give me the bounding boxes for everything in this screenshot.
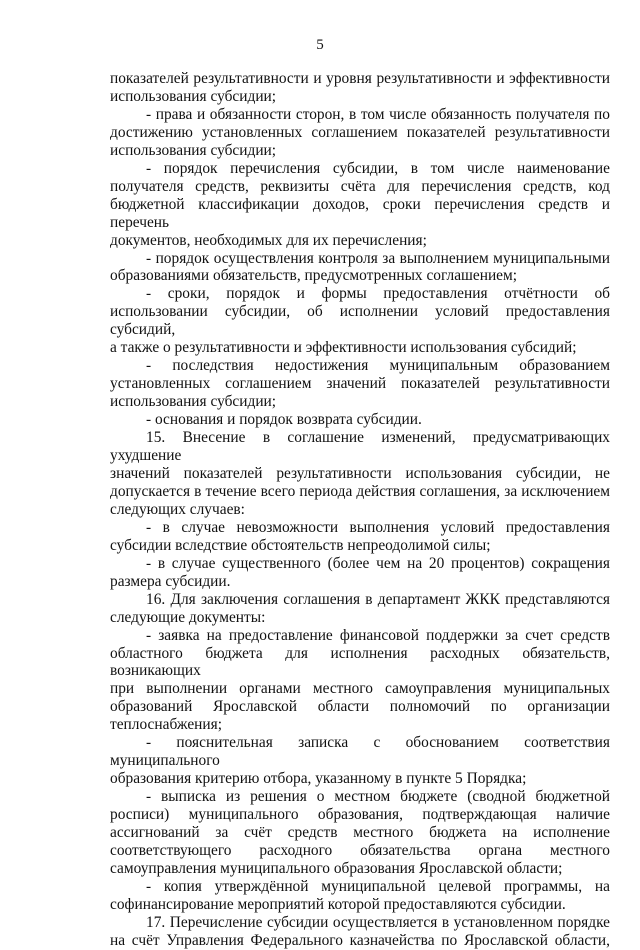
text-line: самоуправления муниципального образования Ярославской области; bbox=[110, 859, 563, 877]
text-line: образованиями обязательств, предусмотренных соглашением; bbox=[110, 267, 518, 285]
text-line: софинансирование мероприятий которой предоставляются субсидии. bbox=[110, 895, 566, 913]
text-line: - порядок перечисления субсидии, в том числе наименование bbox=[146, 159, 610, 177]
text-line: получателя средств, реквизиты счёта для перечисления средств, код bbox=[110, 177, 610, 195]
text-line: субсидии вследствие обстоятельств непреодолимой силы; bbox=[110, 536, 491, 554]
text-line: бюджетной классификации доходов, сроки перечисления средств и перечень bbox=[110, 195, 610, 231]
text-line: достижению установленных соглашением показателей результативности bbox=[110, 123, 610, 141]
text-line: - пояснительная записка с обоснованием соответствия муниципального bbox=[110, 734, 610, 770]
text-line: - основания и порядок возврата субсидии. bbox=[146, 411, 422, 429]
text-line: ассигнований за счёт средств местного бюджета на исполнение bbox=[110, 824, 610, 842]
text-line: 17. Перечисление субсидии осуществляется в установленном порядке bbox=[146, 913, 610, 931]
text-line: 15. Внесение в соглашение изменений, предусматривающих ухудшение bbox=[110, 429, 610, 465]
text-line: значений показателей результативности использования субсидии, не bbox=[110, 464, 610, 482]
text-line: 16. Для заключения соглашения в департамент ЖКК представляются bbox=[146, 590, 610, 608]
text-line: следующие документы: bbox=[110, 608, 266, 626]
text-line: росписи) муниципального образования, подтверждающая наличие bbox=[110, 806, 610, 824]
text-line: установленных соглашением значений показателей результативности bbox=[110, 375, 610, 393]
text-line: размера субсидии. bbox=[110, 572, 231, 590]
text-line: - права и обязанности сторон, в том числе обязанность получателя по bbox=[146, 105, 610, 123]
text-line: при выполнении органами местного самоуправления муниципальных bbox=[110, 680, 610, 698]
text-line: следующих случаев: bbox=[110, 500, 245, 518]
text-line: - в случае невозможности выполнения условий предоставления bbox=[146, 518, 610, 536]
text-line: образования критерию отбора, указанному в пункте 5 Порядка; bbox=[110, 770, 527, 788]
text-line: допускается в течение всего периода действия соглашения, за исключением bbox=[110, 482, 610, 500]
text-line: - сроки, порядок и формы предоставления отчётности об bbox=[146, 285, 610, 303]
text-line: теплоснабжения; bbox=[110, 716, 222, 734]
text-line: использования субсидии; bbox=[110, 87, 277, 105]
text-line: - заявка на предоставление финансовой поддержки за счет средств bbox=[146, 626, 610, 644]
text-line: использования субсидии; bbox=[110, 141, 277, 159]
text-line: образований Ярославской области полномочий по организации bbox=[110, 698, 610, 716]
page-number: 5 bbox=[316, 37, 324, 53]
body-text bbox=[110, 70, 610, 950]
text-line: - в случае существенного (более чем на 20 процентов) сокращения bbox=[146, 554, 610, 572]
text-line: соответствующего расходного обязательства органа местного bbox=[110, 841, 610, 859]
text-line: - порядок осуществления контроля за выполнением муниципальными bbox=[146, 249, 610, 267]
text-line: - последствия недостижения муниципальным образованием bbox=[146, 357, 610, 375]
text-line: - выписка из решения о местном бюджете (сводной бюджетной bbox=[146, 788, 610, 806]
text-line: областного бюджета для исполнения расходных обязательств, возникающих bbox=[110, 644, 610, 680]
text-line: использовании субсидии, об исполнении условий предоставления субсидий, bbox=[110, 303, 610, 339]
text-line: использования субсидии; bbox=[110, 393, 277, 411]
text-line: а также о результативности и эффективности использования субсидий; bbox=[110, 339, 577, 357]
text-line: документов, необходимых для их перечисления; bbox=[110, 231, 427, 249]
text-line: - копия утверждённой муниципальной целевой программы, на bbox=[146, 877, 610, 895]
text-line: показателей результативности и уровня результативности и эффективности bbox=[110, 70, 610, 87]
text-line: на счёт Управления Федерального казначейства по Ярославской области, bbox=[110, 931, 610, 949]
